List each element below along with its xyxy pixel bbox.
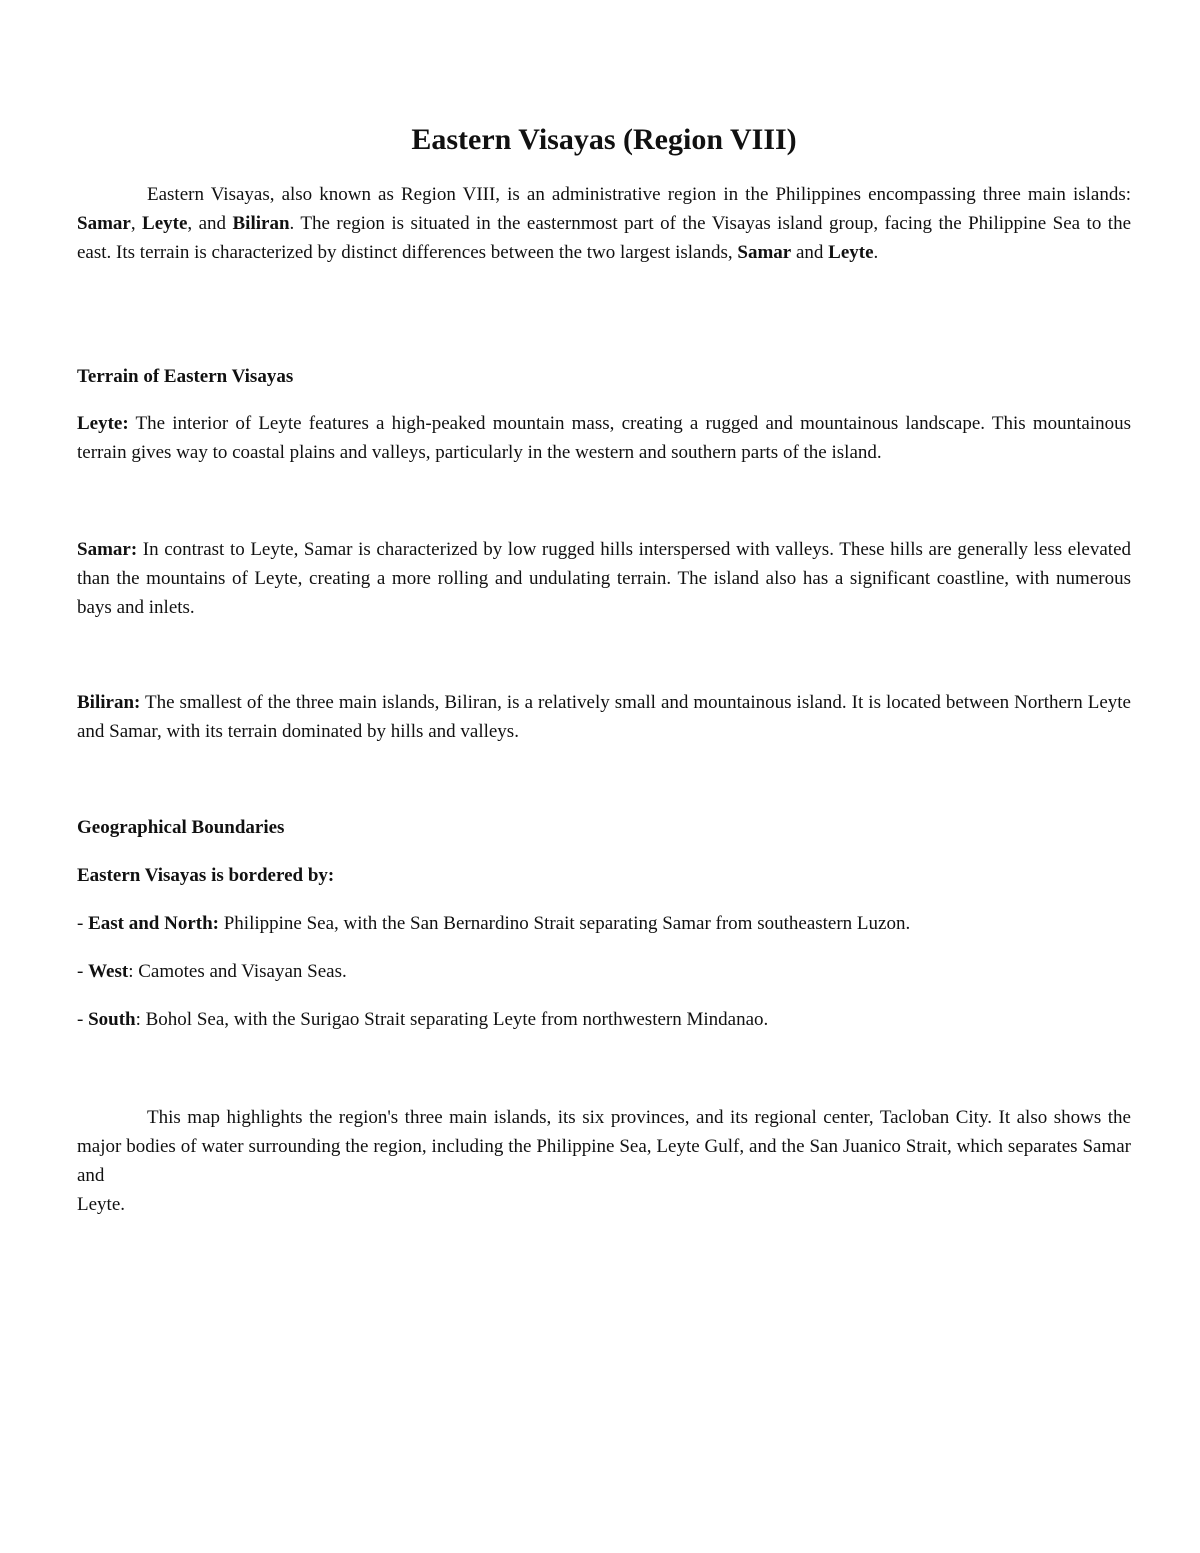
- border-label-east-north: East and North:: [88, 913, 219, 934]
- border-item: [77, 909, 1131, 938]
- border-item: [77, 957, 1131, 986]
- bordered-heading: Eastern Visayas is bordered by:: [77, 865, 335, 886]
- intro-biliran: Biliran: [232, 213, 290, 234]
- biliran-label: Biliran:: [77, 692, 141, 713]
- intro-samar: Samar: [77, 213, 131, 234]
- border-prefix: -: [77, 913, 89, 934]
- border-label-west: West: [88, 961, 129, 982]
- intro-leyte-2: Leyte: [828, 242, 874, 263]
- intro-text-2: ,: [130, 213, 143, 234]
- border-item: [77, 1005, 1131, 1034]
- samar-label: Samar:: [77, 539, 138, 560]
- map-paragraph: This map highlights the region's three main islands, its six provinces, and its regional center, Tacloban City. It also shows the major bodies of water surrounding the region, including the Philippine Sea, Leyte Gulf, and the San Juanico Strait, which separates Samar and: [77, 1107, 1131, 1186]
- leyte-text: The interior of Leyte features a high-peaked mountain mass, creating a rugged and mountainous landscape. This mountainous terrain gives way to coastal plains and valleys, particularly in the western and southern parts of the island.: [77, 413, 1131, 463]
- border-prefix: -: [77, 1009, 89, 1030]
- boundaries-heading: Geographical Boundaries: [77, 817, 285, 838]
- intro-samar-2: Samar: [737, 242, 792, 263]
- border-text-south: : Bohol Sea, with the Surigao Strait separating Leyte from northwestern Mindanao.: [135, 1009, 769, 1030]
- border-label-south: South: [88, 1009, 136, 1030]
- samar-paragraph: [77, 535, 1131, 622]
- border-text-west: : Camotes and Visayan Seas.: [128, 961, 347, 982]
- samar-text: In contrast to Leyte, Samar is characterized by low rugged hills interspersed with valleys. These hills are generally less elevated than the mountains of Leyte, creating a more rolling and undulating terrain. The island also has a significant coastline, with numerous bays and inlets.: [77, 539, 1131, 618]
- intro-text-5: and: [791, 242, 829, 263]
- border-text-east-north: Philippine Sea, with the San Bernardino Strait separating Samar from southeastern Luzon.: [218, 913, 911, 934]
- intro-text-4: . The region is situated in the easternmost part of the Visayas island group, facing the Philippine Sea to the east. Its terrain is characterized by distinct differences between the two largest islands,: [77, 213, 1132, 263]
- leyte-label: Leyte:: [77, 413, 129, 434]
- document-title: Eastern Visayas (Region VIII): [411, 123, 797, 156]
- terrain-heading: Terrain of Eastern Visayas: [77, 366, 294, 387]
- intro-paragraph: [77, 180, 1131, 267]
- border-prefix: -: [77, 961, 89, 982]
- intro-text-1: Eastern Visayas, also known as Region VIII, is an administrative region in the Philippines encompassing three main islands:: [147, 184, 1131, 205]
- intro-text-3: , and: [187, 213, 233, 234]
- biliran-paragraph: [77, 688, 1131, 746]
- intro-text-6: .: [873, 242, 879, 263]
- biliran-text: The smallest of the three main islands, Biliran, is a relatively small and mountainous island. It is located between Northern Leyte and Samar, with its terrain dominated by hills and valleys.: [77, 692, 1131, 742]
- leyte-paragraph: [77, 409, 1131, 467]
- map-paragraph-end: Leyte.: [77, 1194, 126, 1215]
- intro-leyte: Leyte: [142, 213, 188, 234]
